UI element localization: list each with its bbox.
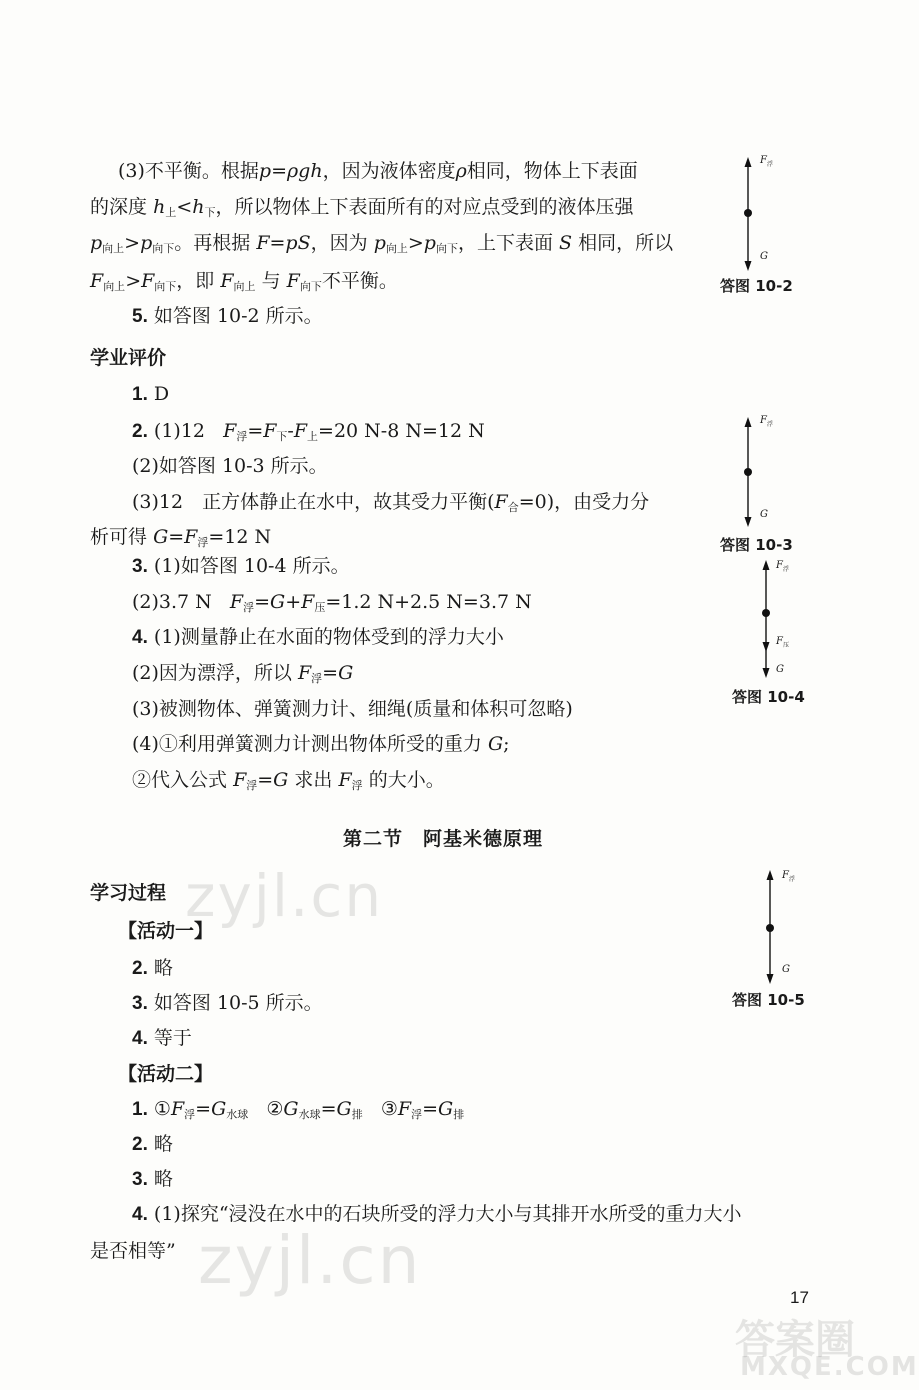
xueye-q4-5: ②代入公式 $F_浮=G$ 求出 $F_浮$ 的大小。 xyxy=(132,769,445,792)
force-label-gravity: G xyxy=(760,251,768,262)
xueye-q2-2: (2)如答图 10-3 所示。 xyxy=(132,455,328,477)
xueye-q2-3: (3)12 正方体静止在水中，故其受力平衡$(F_合=0)$，由受力分 xyxy=(132,491,650,514)
figure-caption: 答图 10-2 xyxy=(720,277,793,295)
page-number: 17 xyxy=(790,1288,809,1307)
xueye-q3-2: (2)3.7 N $F_浮=G+F_压=1.2$ N+2.5 N=3.7 N xyxy=(132,591,532,614)
xueye-q4: 4. (1)测量静止在水面的物体受到的浮力大小 xyxy=(132,626,504,648)
figure-10-2 xyxy=(720,155,830,295)
xueye-q4-2: (2)因为漂浮，所以 $F_浮=G$ xyxy=(132,662,354,685)
watermark-bottom: zyjl.cn xyxy=(198,1222,422,1299)
heading-xueye: 学业评价 xyxy=(90,347,167,369)
xueye-q2-4: 析可得 $G=F_浮=12$ N xyxy=(90,526,272,549)
h2-q1: 1. $①F_浮=G_{水球}$ $②G_{水球}=G_排$ $③F_浮=G_排$ xyxy=(132,1098,465,1121)
force-label-buoyancy: $F_浮$ xyxy=(760,415,773,428)
watermark-top: zyjl.cn xyxy=(185,862,384,930)
force-label-buoyancy: $F_浮$ xyxy=(782,870,795,883)
figure-10-4 xyxy=(730,558,840,708)
h2-q3: 3. 略 xyxy=(132,1168,173,1190)
force-label-pressure: $F_压$ xyxy=(776,636,789,649)
heading-xuexi: 学习过程 xyxy=(90,882,167,904)
figure-10-3 xyxy=(720,415,830,555)
force-label-gravity: G xyxy=(776,664,784,675)
xueye-q4-4: (4)①利用弹簧测力计测出物体所受的重力 G; xyxy=(132,733,510,755)
corner-logo-top: 答案圈 xyxy=(735,1317,855,1363)
xueye-q4-3: (3)被测物体、弹簧测力计、细绳(质量和体积可忽略) xyxy=(132,698,573,720)
q3-line4: $F_{向上}>F_{向下}$，即 $F_{向上}$ 与 $F_{向下}$不平衡。 xyxy=(90,270,398,293)
figure-caption: 答图 10-5 xyxy=(732,991,805,1009)
xueye-q3: 3. (1)如答图 10-4 所示。 xyxy=(132,555,350,577)
force-label-buoyancy: $F_浮$ xyxy=(760,155,773,168)
xueye-q1: 1. D xyxy=(132,383,170,405)
huodong1-label: 【活动一】 xyxy=(118,920,214,942)
force-label-gravity: G xyxy=(760,509,768,520)
q3-line2: 的深度 $h_上<h_下$，所以物体上下表面所有的对应点受到的液体压强 xyxy=(90,196,634,219)
force-diagram-10-3 xyxy=(720,415,830,530)
section-title: 第二节 阿基米德原理 xyxy=(343,828,544,850)
h2-q4: 4. (1)探究“浸没在水中的石块所受的浮力大小与其排开水所受的重力大小 xyxy=(132,1203,742,1225)
force-label-buoyancy: $F_浮$ xyxy=(776,560,789,573)
force-label-gravity: G xyxy=(782,964,790,975)
h1-q2: 2. 略 xyxy=(132,957,173,979)
force-diagram-10-4 xyxy=(730,558,840,683)
h1-q3: 3. 如答图 10-5 所示。 xyxy=(132,992,323,1014)
figure-caption: 答图 10-4 xyxy=(732,688,805,706)
q5-line: 5. 如答图 10-2 所示。 xyxy=(132,305,323,327)
h2-q2: 2. 略 xyxy=(132,1133,173,1155)
figure-caption: 答图 10-3 xyxy=(720,536,793,554)
q3-line1: (3)不平衡。根据p=ρgh，因为液体密度ρ相同，物体上下表面 xyxy=(118,160,638,182)
xueye-q2: 2. (1)12 $F_浮=F_下-F_上=20$ N-8 N=12 N xyxy=(132,420,485,443)
h1-q4: 4. 等于 xyxy=(132,1027,192,1049)
figure-10-5 xyxy=(730,868,840,1013)
force-diagram-10-2 xyxy=(720,155,830,275)
h2-q4-cont: 是否相等” xyxy=(90,1240,176,1262)
q3-line3: $p_{向上}>p_{向下}$。再根据 F=pS，因为 $p_{向上}>p_{向下}$，上下表面 S 相同，所以 xyxy=(90,232,674,255)
huodong2-label: 【活动二】 xyxy=(118,1063,214,1085)
corner-logo-bottom: MXQE.COM xyxy=(740,1352,919,1382)
